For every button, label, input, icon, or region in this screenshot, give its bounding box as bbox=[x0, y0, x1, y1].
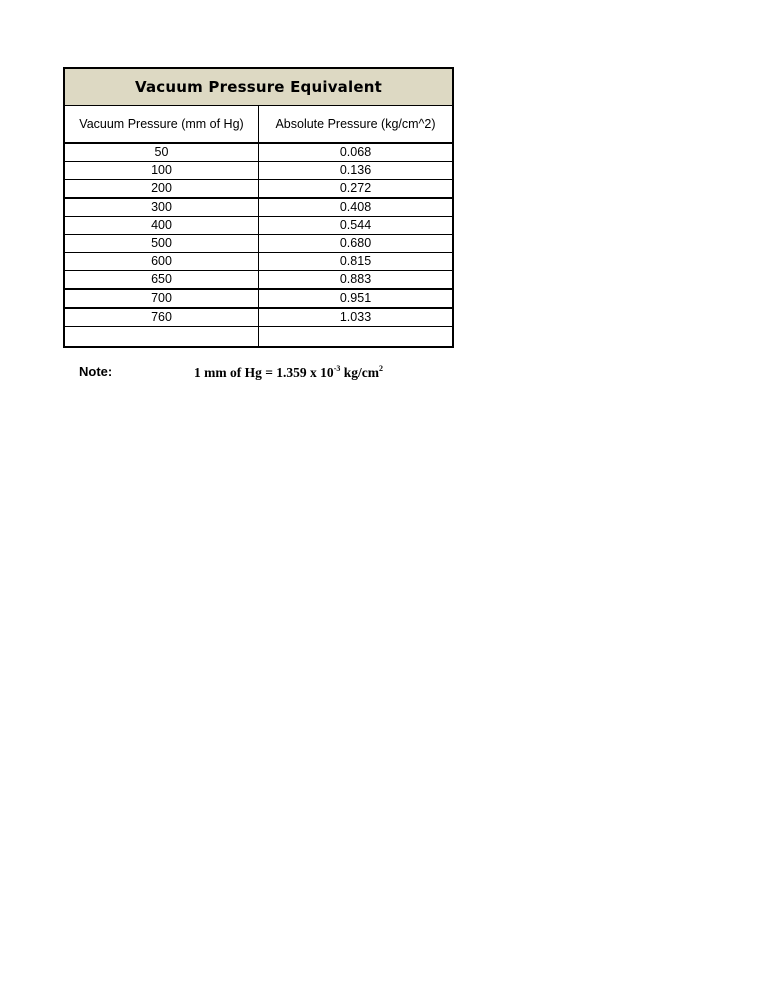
vacuum-pressure-table bbox=[63, 67, 454, 348]
absolute-pressure-cell: 0.883 bbox=[259, 271, 454, 290]
vacuum-pressure-cell: 760 bbox=[64, 308, 259, 327]
table-row bbox=[64, 143, 453, 162]
empty-cell bbox=[259, 327, 454, 348]
absolute-pressure-cell: 0.680 bbox=[259, 235, 454, 253]
note-text-prefix: 1 mm of Hg = 1.359 x 10 bbox=[194, 365, 334, 380]
note-conversion-text bbox=[194, 364, 383, 381]
table-row bbox=[64, 308, 453, 327]
vacuum-pressure-cell: 300 bbox=[64, 198, 259, 217]
absolute-pressure-cell: 0.068 bbox=[259, 143, 454, 162]
table-row bbox=[64, 235, 453, 253]
note-exponent: -3 bbox=[333, 364, 341, 373]
table-header-row bbox=[64, 106, 453, 144]
vacuum-pressure-cell: 50 bbox=[64, 143, 259, 162]
absolute-pressure-cell: 1.033 bbox=[259, 308, 454, 327]
absolute-pressure-cell: 0.815 bbox=[259, 253, 454, 271]
column-header-absolute-pressure: Absolute Pressure (kg/cm^2) bbox=[259, 106, 454, 144]
absolute-pressure-cell: 0.408 bbox=[259, 198, 454, 217]
absolute-pressure-cell: 0.136 bbox=[259, 162, 454, 180]
column-header-vacuum-pressure: Vacuum Pressure (mm of Hg) bbox=[64, 106, 259, 144]
absolute-pressure-cell: 0.272 bbox=[259, 180, 454, 199]
vacuum-pressure-cell: 500 bbox=[64, 235, 259, 253]
vacuum-pressure-table-container bbox=[63, 67, 454, 348]
note-unit-exponent: 2 bbox=[378, 364, 383, 373]
empty-cell bbox=[64, 327, 259, 348]
vacuum-pressure-cell: 650 bbox=[64, 271, 259, 290]
note-label: Note: bbox=[79, 364, 113, 379]
table-row bbox=[64, 162, 453, 180]
vacuum-pressure-cell: 700 bbox=[64, 289, 259, 308]
vacuum-pressure-cell: 100 bbox=[64, 162, 259, 180]
table-row bbox=[64, 289, 453, 308]
table-row bbox=[64, 198, 453, 217]
vacuum-pressure-cell: 200 bbox=[64, 180, 259, 199]
vacuum-pressure-cell: 600 bbox=[64, 253, 259, 271]
table-row bbox=[64, 180, 453, 199]
table-row bbox=[64, 217, 453, 235]
table-title: Vacuum Pressure Equivalent bbox=[64, 68, 453, 106]
note-unit: kg/cm bbox=[340, 365, 379, 380]
table-empty-row bbox=[64, 327, 453, 348]
absolute-pressure-cell: 0.544 bbox=[259, 217, 454, 235]
table-title-row bbox=[64, 68, 453, 106]
table-row bbox=[64, 271, 453, 290]
vacuum-pressure-cell: 400 bbox=[64, 217, 259, 235]
table-row bbox=[64, 253, 453, 271]
absolute-pressure-cell: 0.951 bbox=[259, 289, 454, 308]
